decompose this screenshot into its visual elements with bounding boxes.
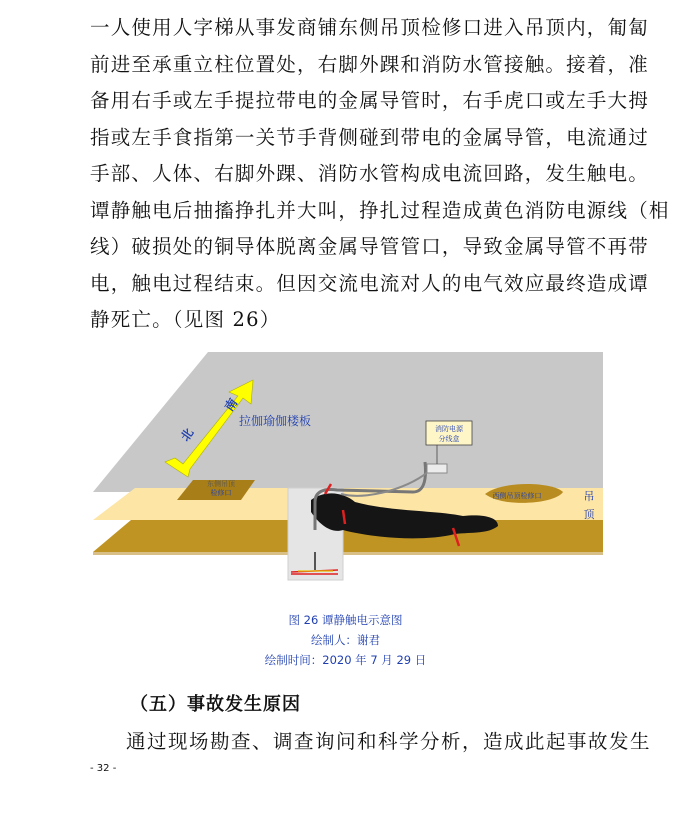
- ceiling-label-top: 吊: [583, 490, 595, 503]
- figure-caption-time: 绘制时间：2020 年 7 月 29 日: [264, 653, 427, 667]
- electrocution-diagram: [93, 352, 603, 582]
- paragraph-line: 谭静触电后抽搐挣扎并大叫，挣扎过程造成黄色消防电源线（相: [90, 198, 670, 222]
- compass-south: 南: [221, 395, 241, 414]
- power-box-label-2: 分线盒: [438, 435, 460, 443]
- ceiling-band: [93, 552, 603, 555]
- power-box-label-1: 消防电源: [435, 425, 463, 433]
- paragraph-line: 静死亡。（见图 26）: [90, 308, 281, 331]
- floor-slab-label: 拉伽瑜伽楼板: [239, 414, 312, 428]
- ceiling-label-bottom: 顶: [583, 508, 595, 521]
- power-junction-box: [427, 464, 447, 473]
- diagram-svg: [93, 352, 603, 582]
- paragraph-line: 线）破损处的铜导体脱离金属导管管口，导致金属导管不再带: [90, 235, 649, 258]
- body-paragraph: [90, 10, 670, 339]
- floor-slab: [93, 352, 603, 492]
- paragraph-line: 电，触电过程结束。但因交流电流对人的电气效应最终造成谭: [90, 271, 649, 295]
- paragraph-line: 一人使用人字梯从事发商铺东侧吊顶检修口进入吊顶内，匍匐: [90, 16, 649, 39]
- compass-north: 北: [177, 425, 197, 444]
- paragraph-line: 前进至承重立柱位置处，右脚外踝和消防水管接触。接着，准: [90, 52, 649, 76]
- east-hatch-label-top: 东侧吊顶: [207, 480, 235, 488]
- figure-caption-author: 绘制人：谢君: [311, 633, 380, 647]
- paragraph-line: 手部、人体、右脚外踝、消防水管构成电流回路，发生触电。: [90, 162, 649, 185]
- paragraph-line: 备用右手或左手提拉带电的金属导管时，右手虎口或左手大拇: [90, 89, 649, 112]
- section-first-line: 通过现场勘查、调查询问和科学分析，造成此起事故发生: [126, 730, 652, 753]
- section-heading: （五）事故发生原因: [130, 694, 301, 715]
- page-number: - 32 -: [90, 763, 117, 774]
- paragraph-line: 指或左手食指第一关节手背侧碰到带电的金属导管，电流通过: [90, 125, 649, 149]
- west-hatch-label: 西侧吊顶检修口: [492, 492, 542, 500]
- figure-caption-title: 图 26 谭静触电示意图: [288, 613, 403, 627]
- east-hatch-label-bottom: 检修口: [210, 489, 232, 497]
